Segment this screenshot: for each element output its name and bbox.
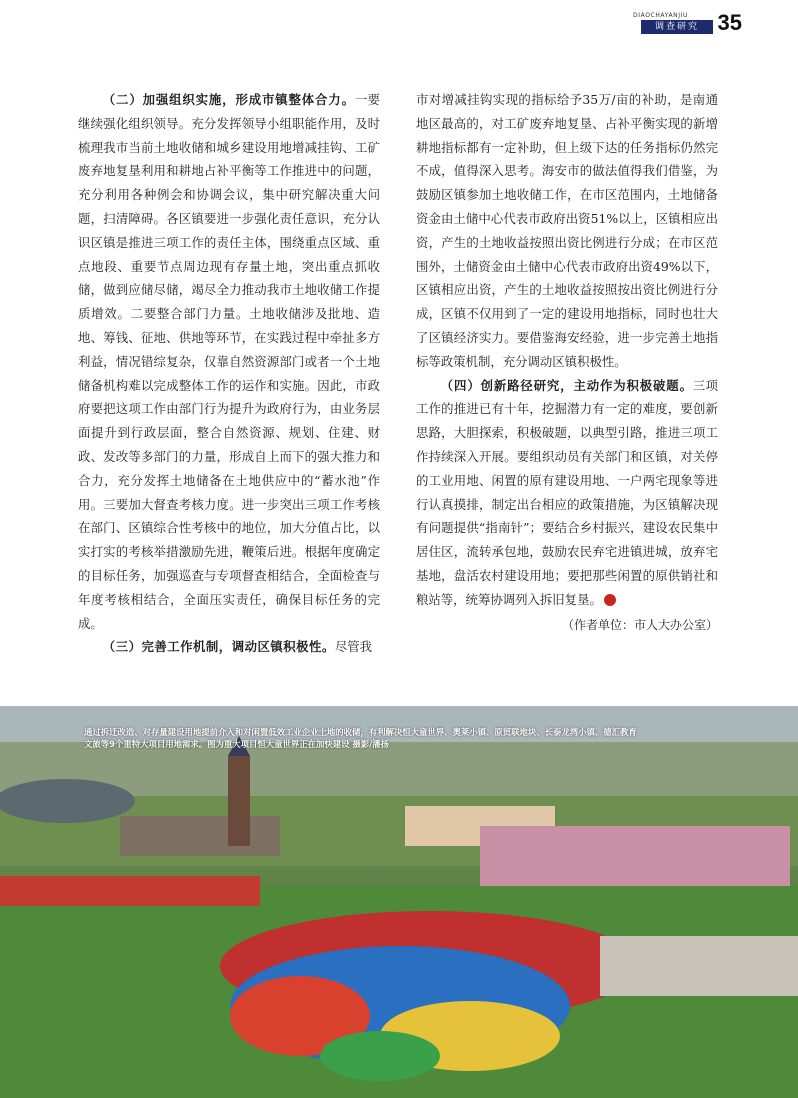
photo-illustration	[0, 706, 798, 1098]
paragraph	[78, 635, 380, 659]
paragraph	[416, 88, 718, 374]
paragraph	[416, 374, 718, 612]
subsection-heading: （四）创新路径研究，主动作为积极破题。	[440, 377, 693, 393]
subsection-heading: （二）加强组织实施，形成市镇整体合力。	[102, 92, 355, 107]
aerial-photo	[0, 706, 798, 1098]
paragraph-text: 市对增减挂钩实现的指标给予35万/亩的补助，是南通地区最高的，对工矿废弃地复垦、占补平衡实现的新增耕地指标都有一定补助，但上级下达的任务指标仍然完不成，值得深入思考。海安市的做法值得我们借鉴，为鼓励区镇参加土地收储工作，在市区范围内，土地储备资金由土储中心代表市政府出资51%以上，区镇相应出资，产生的土地收益按照出资比例进行分成；在市区范围外，土储资金由土储中心代表市政府出资49%以下，区镇相应出资，产生的土地收益按照按出资比例进行分成，区镇不仅用到了一定的建设用地指标，同时也壮大了区镇经济实力。要借鉴海安经验，进一步完善土地指标等政策机制，充分调动区镇积极性。	[416, 92, 718, 369]
section-tag: 调查研究	[641, 20, 713, 34]
page-number: 35	[717, 10, 742, 35]
right-column	[416, 88, 718, 637]
section-pinyin: DIAOCHAYANJIU	[633, 12, 688, 19]
subsection-heading: （三）完善工作机制，调动区镇积极性。	[102, 639, 335, 655]
end-mark-icon	[604, 594, 616, 606]
paragraph-text: 尽管我	[334, 639, 372, 655]
paragraph-text: 三项工作的推进已有十年，挖掘潜力有一定的难度，要创新思路，大胆探索，积极破题，以典型引路，推进三项工作持续深入开展。要组织动员有关部门和区镇，对关停的工业用地、闲置的原有建设用地、一户两宅现象等进行认真摸排，制定出台相应的政策措施，为区镇解决现有问题提供“指南针”；要结合乡村振兴，建设农民集中居住区，流转承包地，鼓励农民弃宅进镇进城，放弃宅基地，盘活农村建设用地；要把那些闲置的原供销社和粮站等，统筹协调列入拆旧复垦。	[416, 377, 718, 607]
paragraph	[78, 88, 380, 635]
author-affiliation: （作者单位：市人大办公室）	[561, 617, 718, 632]
photo-caption: 通过拆迁改造、对存量建设用地提前介入和对闲置低效工业企业土地的收储，有利解决恒大童世界、奥莱小镇、原贸联地块、长泰龙湾小镇、德汇教育文旅等9个重特大项目用地需求。图为重大项目恒大童世界正在加快建设 摄影/潘扬	[84, 727, 637, 749]
left-column	[78, 88, 380, 659]
paragraph-text: 一要继续强化组织领导。充分发挥领导小组职能作用，及时梳理我市当前土地收储和城乡建设用地增减挂钩、工矿废弃地复垦利用和耕地占补平衡等工作推进中的问题，充分利用各种例会和协调会议，集中研究解决重大问题，扫清障碍。各区镇要进一步强化责任意识，充分认识区镇是推进三项工作的责任主体，围绕重点区域、重点地段、重要节点周边现有存量土地，突出重点抓收储，做到应储尽储，竭尽全力推动我市土地收储工作提质增效。二要整合部门力量。土地收储涉及批地、造地、筹钱、征地、供地等环节，在实践过程中牵扯多方利益，情况错综复杂，仅靠自然资源部门或者一个土地储备机构难以完成整体工作的运作和实施。因此，市政府要把这项工作由部门行为提升为政府行为，由业务层面提升到行政层面，整合自然资源、规划、住建、财政、发改等多部门的力量，形成自上而下的强大推力和合力，充分发挥土地储备在土地供应中的“蓄水池”作用。三要加大督查考核力度。进一步突出三项工作考核在部门、区镇综合性考核中的地位，加大分值占比，以实打实的考核举措激励先进，鞭策后进。根据年度确定的目标任务，加强巡查与专项督查相结合，全面检查与年度考核相结合，全面压实责任，确保目标任务的完成。	[78, 92, 380, 631]
